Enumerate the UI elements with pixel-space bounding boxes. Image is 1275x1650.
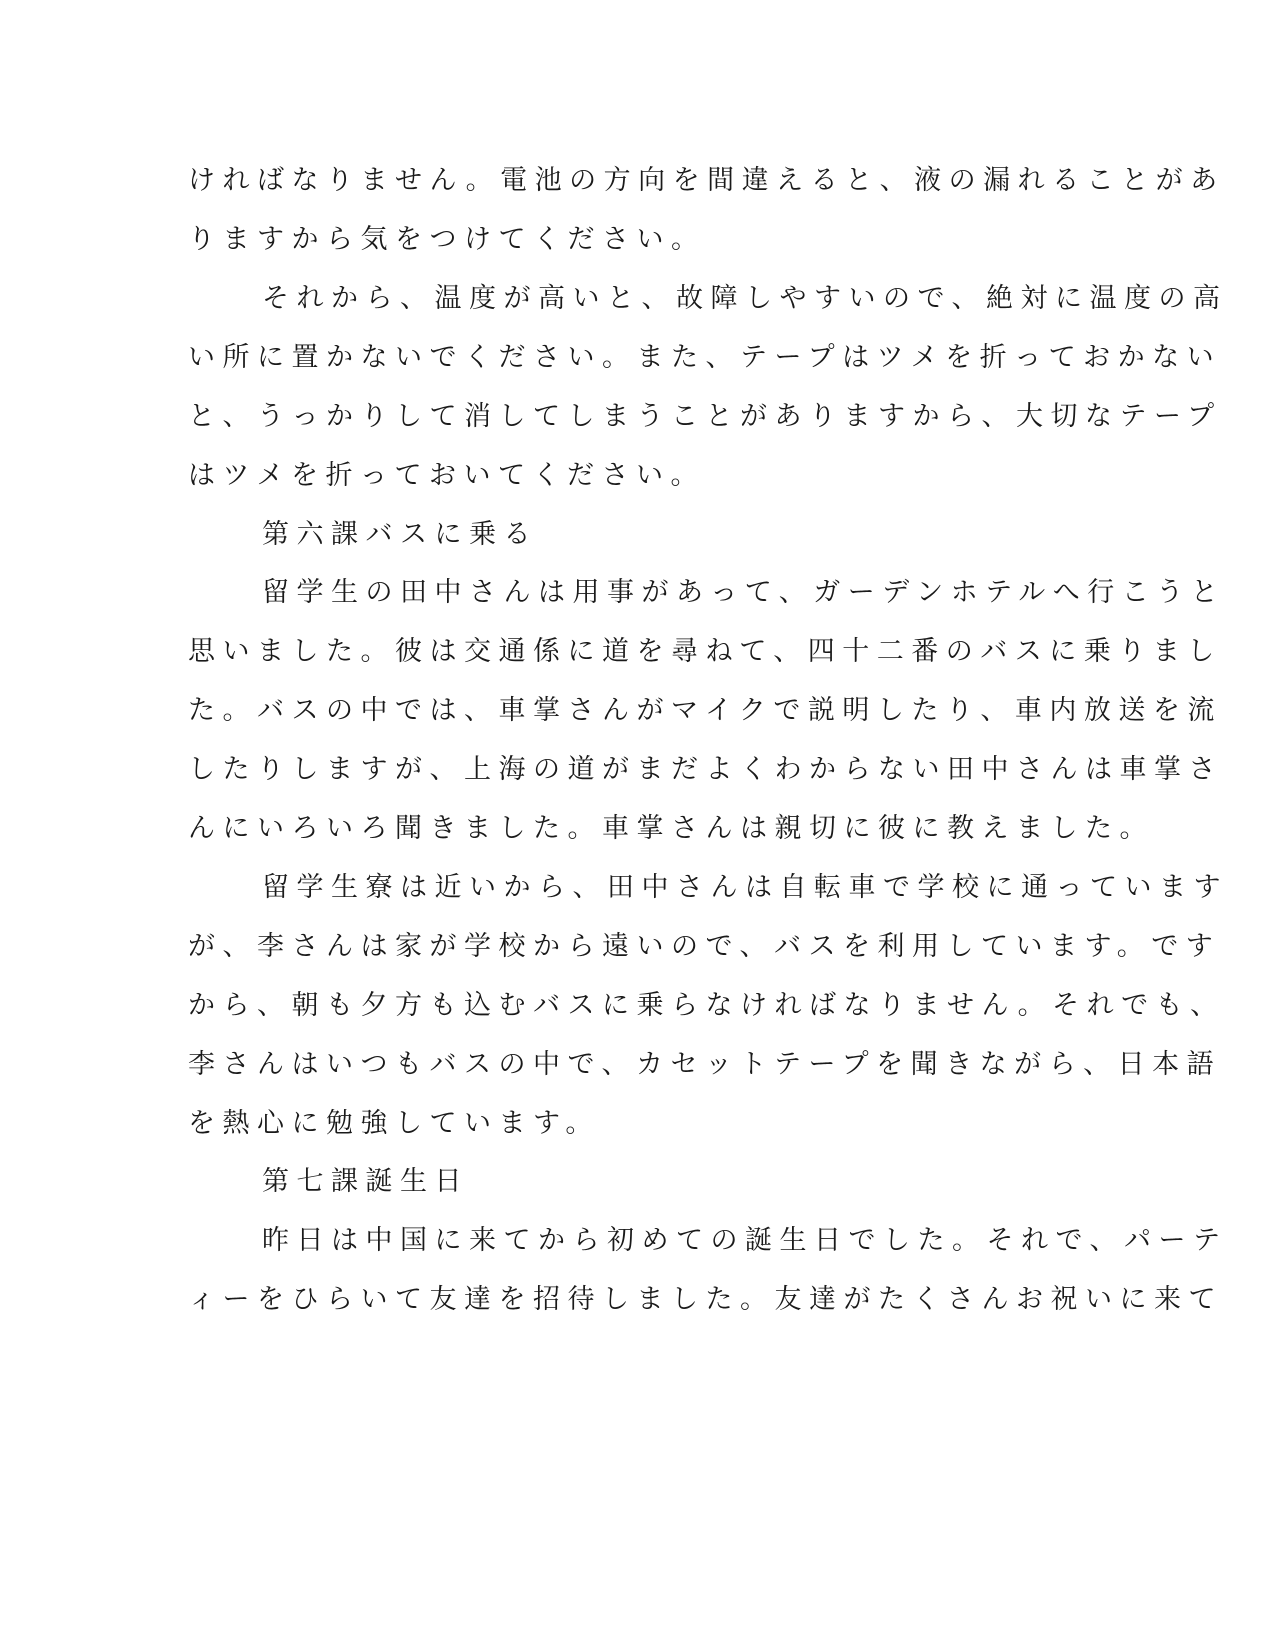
text-line: ければなりません。電池の方向を間違えると、液の漏れることがあ (188, 165, 1225, 196)
text-line: い所に置かないでください。また、テープはツメを折っておかない (188, 342, 1222, 373)
text-line: ィーをひらいて友達を招待しました。友達がたくさんお祝いに来て (188, 1284, 1223, 1315)
lesson-heading: 第六課バスに乗る (262, 519, 538, 550)
text-line: 思いました。彼は交通係に道を尋ねて、四十二番のバスに乗りまし (188, 636, 1222, 667)
text-line: りますから気をつけてください。 (188, 224, 706, 255)
paragraph-start-line: 昨日は中国に来てから初めての誕生日でした。それで、パーテ (262, 1225, 1228, 1256)
text-line: た。バスの中では、車掌さんがマイクで説明したり、車内放送を流 (188, 695, 1222, 726)
paragraph-start-line: それから、温度が高いと、故障しやすいので、絶対に温度の高 (262, 283, 1228, 314)
text-line: んにいろいろ聞きました。車掌さんは親切に彼に教えました。 (188, 813, 1154, 844)
paragraph-start-line: 留学生寮は近いから、田中さんは自転車で学校に通っています (262, 872, 1228, 903)
text-line: と、うっかりして消してしまうことがありますから、大切なテープ (188, 401, 1222, 432)
text-line: から、朝も夕方も込むバスに乗らなければなりません。それでも、 (188, 990, 1225, 1021)
lesson-heading: 第七課誕生日 (262, 1166, 469, 1197)
text-line: したりしますが、上海の道がまだよくわからない田中さんは車掌さ (188, 754, 1223, 785)
text-line: が、李さんは家が学校から遠いので、バスを利用しています。です (188, 931, 1221, 962)
paragraph-start-line: 留学生の田中さんは用事があって、ガーデンホテルへ行こうと (262, 577, 1226, 608)
text-line: を熱心に勉強しています。 (188, 1108, 600, 1139)
text-line: はツメを折っておいてください。 (188, 460, 705, 491)
text-line: 李さんはいつもバスの中で、カセットテープを聞きながら、日本語 (188, 1049, 1222, 1080)
